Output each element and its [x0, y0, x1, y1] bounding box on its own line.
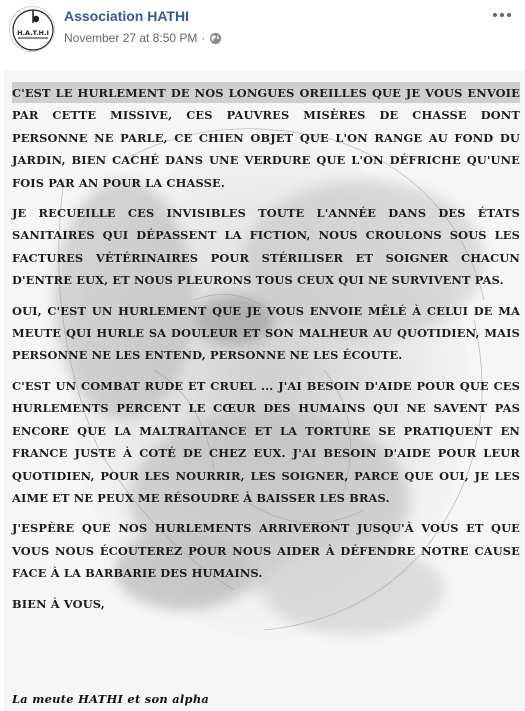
post-image-letter[interactable]	[4, 70, 525, 711]
page-avatar[interactable]	[9, 6, 55, 52]
letter-signature: La meute HATHI et son alpha	[12, 692, 210, 706]
letter-paragraph: C'EST UN COMBAT RUDE ET CRUEL ... J'AI BESOIN D'AIDE POUR QUE CES HURLEMENTS PERCENT LE CŒUR DES HUMAINS QUI NE SAVENT PAS ENCORE QUE LA MALTRAITANCE ET LA TORTURE SE PRATIQUENT EN FRANCE JUSTE À COTÉ DE CHEZ EUX. J'AI BESOIN D'AIDE POUR LEUR QUOTIDIEN, POUR LES NOURRIR, LES SOIGNER, PARCE QUE OUI, JE LES AIME ET NE PEUX ME RÉSOUDRE À BAISSER LES BRAS.	[12, 378, 520, 505]
meta-separator: ·	[201, 31, 206, 45]
letter-paragraph: JE RECUEILLE CES INVISIBLES TOUTE L'ANNÉE DANS DES ÉTATS SANITAIRES QUI DÉPASSENT LA FICTION, NOUS CROULONS SOUS LES FACTURES VÉTÉRINAIRES POUR STÉRILISER ET SOIGNER CHACUN D'ENTRE EUX, ET NOUS PLEURONS TOUS CEUX QUI NE SURVIVENT PAS.	[12, 206, 520, 288]
globe-icon[interactable]	[209, 32, 222, 45]
letter-text	[12, 82, 520, 623]
letter-paragraph: J'ESPÈRE QUE NOS HURLEMENTS ARRIVERONT JUSQU'À VOUS ET QUE VOUS NOUS ÉCOUTEREZ POUR NOUS AIDER À DÉFENDRE NOTRE CAUSE FACE À LA BARBARIE DES HUMAINS.	[12, 521, 520, 581]
post-timestamp[interactable]: November 27 at 8:50 PM	[64, 31, 198, 45]
hathi-logo-icon	[10, 7, 55, 52]
post-meta	[64, 31, 222, 45]
page-name-link[interactable]: Association HATHI	[64, 8, 189, 24]
letter-closing: BIEN À VOUS,	[12, 596, 105, 611]
post-header	[0, 0, 525, 58]
letter-paragraph: OUI, C'EST UN HURLEMENT QUE JE VOUS ENVOIE MÊLÉ À CELUI DE MA MEUTE QUI HURLE SA DOULEUR ET SON MALHEUR AU QUOTIDIEN, MAIS PERSONNE NE LES ENTEND, PERSONNE NE LES ÉCOUTE.	[12, 303, 520, 363]
ellipsis-icon[interactable]	[491, 8, 513, 22]
letter-paragraph: C'EST LE HURLEMENT DE NOS LONGUES OREILLES QUE JE VOUS ENVOIE PAR CETTE MISSIVE, CES PAUVRES MISÈRES DE CHASSE DONT PERSONNE NE PARLE, CE CHIEN OBJET QUE L'ON RANGE AU FOND DU JARDIN, BIEN CACHÉ DANS UNE VERDURE QUE L'ON DÉFRICHE QU'UNE FOIS PAR AN POUR LA CHASSE.	[12, 82, 520, 194]
svg-text:H.A.T.H.I: H.A.T.H.I	[17, 29, 49, 37]
